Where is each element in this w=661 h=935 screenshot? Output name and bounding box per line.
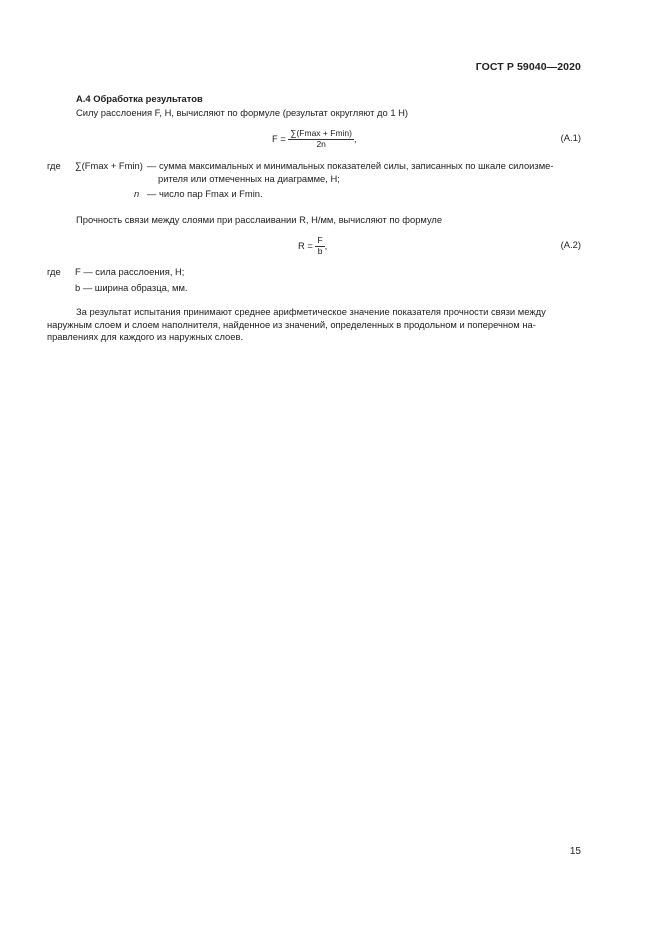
where1-symbol-2: [134, 188, 139, 201]
where2-item-2: b — ширина образца, мм.: [75, 282, 188, 293]
formula-a2-lhs: R =: [298, 239, 313, 251]
paragraph-strength: Прочность связи между слоями при расслаивании R, Н/мм, вычисляют по формуле: [76, 214, 443, 225]
paragraph-result-line1: За результат испытания принимают среднее арифметическое значение показателя прочности связи между: [76, 306, 546, 317]
formula-a1-lhs: F =: [272, 132, 286, 144]
formula-a1-tail: ,: [353, 132, 357, 144]
formula-a2-tail: ,: [324, 239, 328, 251]
intro-paragraph: [76, 107, 408, 120]
formula-a1-denominator: 2n: [316, 138, 326, 149]
page-number: 15: [569, 846, 581, 857]
where2-item-1: F — сила расслоения, Н;: [75, 266, 185, 277]
formula-a1-fraction: [288, 129, 354, 150]
standard-header: ГОСТ Р 59040—2020: [475, 61, 581, 73]
where-label-2: где: [47, 266, 61, 277]
formula-a2-fraction: [315, 236, 324, 257]
formula-a1-numerator: ∑(Fmax + Fmin): [290, 128, 352, 138]
equation-number-a2: (А.2): [560, 239, 581, 250]
where1-definition-2: — число пар Fmax и Fmin.: [147, 188, 263, 199]
formula-a2-denominator: b: [317, 245, 323, 256]
paragraph-result-line3: правлениях для каждого из наружных слоев.: [47, 331, 244, 343]
formula-a1: [272, 129, 357, 150]
where1-definition-1: [147, 160, 582, 185]
where1-symbol-n: n: [134, 188, 140, 199]
formula-a2-numerator: F: [317, 235, 323, 245]
formula-a2: [298, 236, 327, 257]
paragraph-result: [47, 306, 582, 344]
section-title: А.4 Обработка результатов: [76, 93, 203, 104]
intro-text: Силу расслоения F, Н, вычисляют по формуле (результат округляют до 1 Н): [76, 107, 409, 118]
equation-number-a1: (А.1): [560, 132, 581, 143]
where1-definition-1-line2: рителя или отмеченных на диаграмме, Н;: [158, 172, 340, 184]
where1-definition-1-line1: — сумма максимальных и минимальных показателей силы, записанных по шкале силоизме-: [147, 160, 554, 171]
where1-symbol-1: ∑(Fmax + Fmin): [75, 160, 143, 171]
paragraph-result-line2: наружным слоем и слоем наполнителя, найденное из значений, определенных в продольном и поперечном на-: [47, 318, 536, 330]
where-label-1: где: [47, 160, 61, 171]
